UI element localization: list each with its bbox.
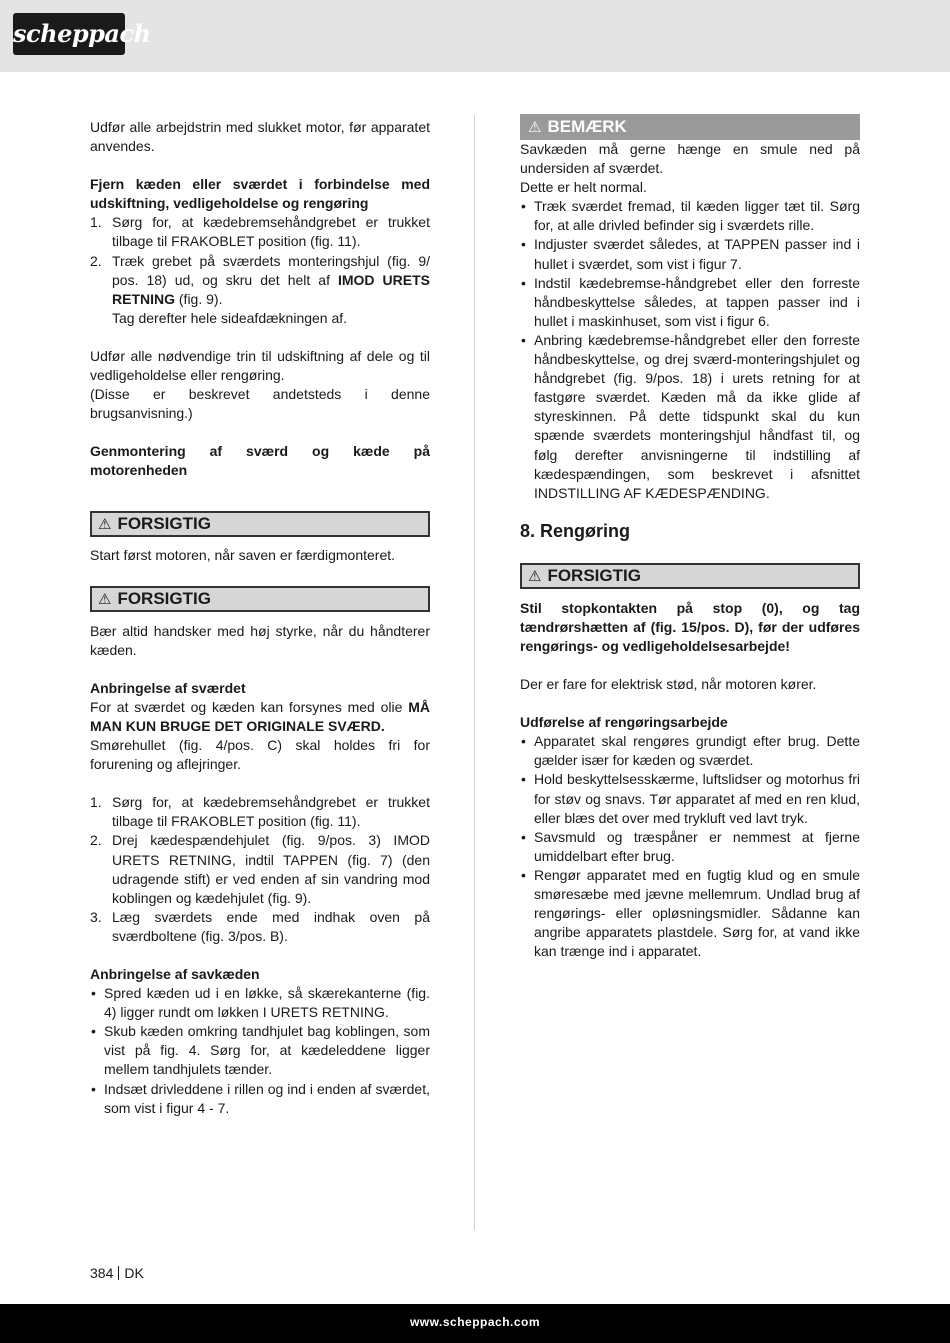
list-item: • Træk sværdet fremad, til kæden ligger tæt til. Sørg for, at alle drivled befinder sig i sværdets rille.: [521, 198, 860, 234]
caution-box: ⚠ FORSIGTIG: [90, 511, 430, 537]
paragraph: Udfør alle nødvendige trin til udskiftning af dele og til vedligeholdelse eller rengøring.: [90, 347, 430, 384]
website-link[interactable]: www.scheppach.com: [409, 1315, 541, 1329]
list-item: • Skub kæden omkring tandhjulet bag koblingen, som vist på fig. 4. Sørg for, at kædeleddene ligger mellem tandhjulets tænder.: [91, 1023, 430, 1078]
paragraph: Smørehullet (fig. 4/pos. C) skal holdes fri for forurening og aflejringer.: [90, 737, 430, 773]
paragraph: Der er fare for elektrisk stød, når motoren kører.: [520, 676, 817, 693]
page-number: 384 DK: [90, 1265, 144, 1281]
subheading: Genmontering af sværd og kæde på motorenheden: [90, 443, 430, 479]
list-item: 1. Sørg for, at kædebremsehåndgrebet er trukket tilbage til FRAKOBLET position (fig. 11).: [90, 794, 430, 830]
list-item: • Anbring kædebremse-håndgrebet eller den forreste håndbeskyttelse, og drej sværd-monteringshjulet og håndgrebet (fig. 9/pos. 18) i urets retning for at fastgøre sværdet. Kæden må da ikke glide af styreskinnen. På dette tidspunkt skal du kun spænde sværdets monteringshjul håndfast til, og følg derefter anvisningerne til indstilling af kædespændingen, som beskrevet i afsnittet INDSTILLING AF KÆDESPÆNDING.: [521, 331, 860, 501]
list-item: 1. Sørg for, at kædebremsehåndgrebet er trukket tilbage til FRAKOBLET position (fig. 11).: [90, 214, 430, 250]
list-item: • Indjuster sværdet således, at TAPPEN passer ind i hullet i sværdet, som vist i figur 7.: [521, 236, 860, 272]
warning-triangle-icon: ⚠: [98, 514, 112, 533]
bullet-list: [520, 197, 860, 503]
paragraph: (Disse er beskrevet andetsteds i denne brugsanvisning.): [90, 386, 430, 422]
numbered-list: [90, 213, 430, 328]
column-divider: [474, 115, 475, 1230]
list-item: • Savsmuld og træspåner er nemmest at fjerne umiddelbart efter brug.: [521, 828, 860, 864]
subheading: Fjern kæden eller sværdet i forbindelse med udskiftning, vedligeholdelse og rengøring: [90, 176, 430, 212]
list-item: 2. Drej kædespændehjulet (fig. 9/pos. 3) IMOD URETS RETNING, indtil TAPPEN (fig. 7) (den udragende stift) er ved enden af sin vandring mod koblingen og kædehjulet (fig. 9).: [90, 832, 430, 906]
caution-box: ⚠ FORSIGTIG: [90, 586, 430, 612]
warning-triangle-icon: ⚠: [98, 589, 112, 608]
caution-text: Stil stopkontakten på stop (0), og tag tændrørshætten af (fig. 15/pos. D), før der udføres rengørings- og vedligeholdelsesarbejde!: [520, 599, 860, 654]
right-column: [520, 118, 860, 961]
list-item: • Rengør apparatet med en fugtig klud og en smule smøresæbe med jævne mellemrum. Undlad brug af rengørings- eller opløsningsmidler. Sådanne kan angribe apparatets plastdele. Sørg for, at vand ikke kan trænge ind i apparatet.: [521, 866, 860, 960]
paragraph: Dette er helt normal.: [520, 179, 647, 196]
subheading: Anbringelse af savkæden: [90, 966, 260, 982]
warning-triangle-icon: ⚠: [528, 118, 542, 136]
bullet-list: [520, 732, 860, 961]
warning-triangle-icon: ⚠: [528, 566, 542, 585]
left-column: [90, 118, 430, 1118]
note-box: ⚠ BEMÆRK: [520, 114, 860, 140]
list-item: • Indstil kædebremse-håndgrebet eller den forreste håndbeskyttelse således, at tappen passer ind i hullet i maskinhuset, som vist i figur 6.: [521, 274, 860, 329]
list-item: 2. Træk grebet på sværdets monteringshjul (fig. 9/ pos. 18) ud, og skru det helt af IMOD URETS RETNING (fig. 9). Tag derefter hele sideafdækningen af.: [90, 252, 430, 326]
numbered-list: [90, 793, 430, 946]
footer-bar: [0, 1304, 950, 1343]
list-item: • Indsæt drivleddene i rillen og ind i enden af sværdet, som vist i figur 4 - 7.: [91, 1080, 430, 1116]
caution-box: ⚠ FORSIGTIG: [520, 563, 860, 589]
list-item: 3. Læg sværdets ende med indhak oven på sværdboltene (fig. 3/pos. B).: [90, 908, 430, 944]
paragraph: Savkæden må gerne hænge en smule ned på undersiden af sværdet.: [520, 141, 860, 177]
scheppach-logo: scheppach: [13, 13, 125, 55]
subheading: Anbringelse af sværdet: [90, 679, 246, 696]
caution-text: Bær altid handsker med høj styrke, når du håndterer kæden.: [90, 622, 430, 658]
caution-text: Start først motoren, når saven er færdigmonteret.: [90, 546, 396, 563]
list-item: • Apparatet skal rengøres grundigt efter brug. Dette gælder især for kæden og sværdet.: [521, 733, 860, 769]
subheading: Udførelse af rengøringsarbejde: [520, 714, 728, 731]
section-title: 8. Rengøring: [520, 520, 631, 541]
bullet-list: [90, 984, 430, 1118]
header-bar: [0, 0, 950, 72]
paragraph: For at sværdet og kæden kan forsynes med olie MÅ MAN KUN BRUGE DET ORIGINALE SVÆRD.: [90, 698, 430, 734]
list-item: • Spred kæden ud i en løkke, så skærekanterne (fig. 4) ligger rundt om løkken I URETS RETNING.: [91, 985, 430, 1021]
paragraph: Udfør alle arbejdstrin med slukket motor, før apparatet anvendes.: [90, 119, 430, 155]
list-item: • Hold beskyttelsesskærme, luftslidser og motorhus fri for støv og snavs. Tør apparatet af med en ren klud, eller blæs det over med trykluft ved lavt tryk.: [521, 771, 860, 826]
